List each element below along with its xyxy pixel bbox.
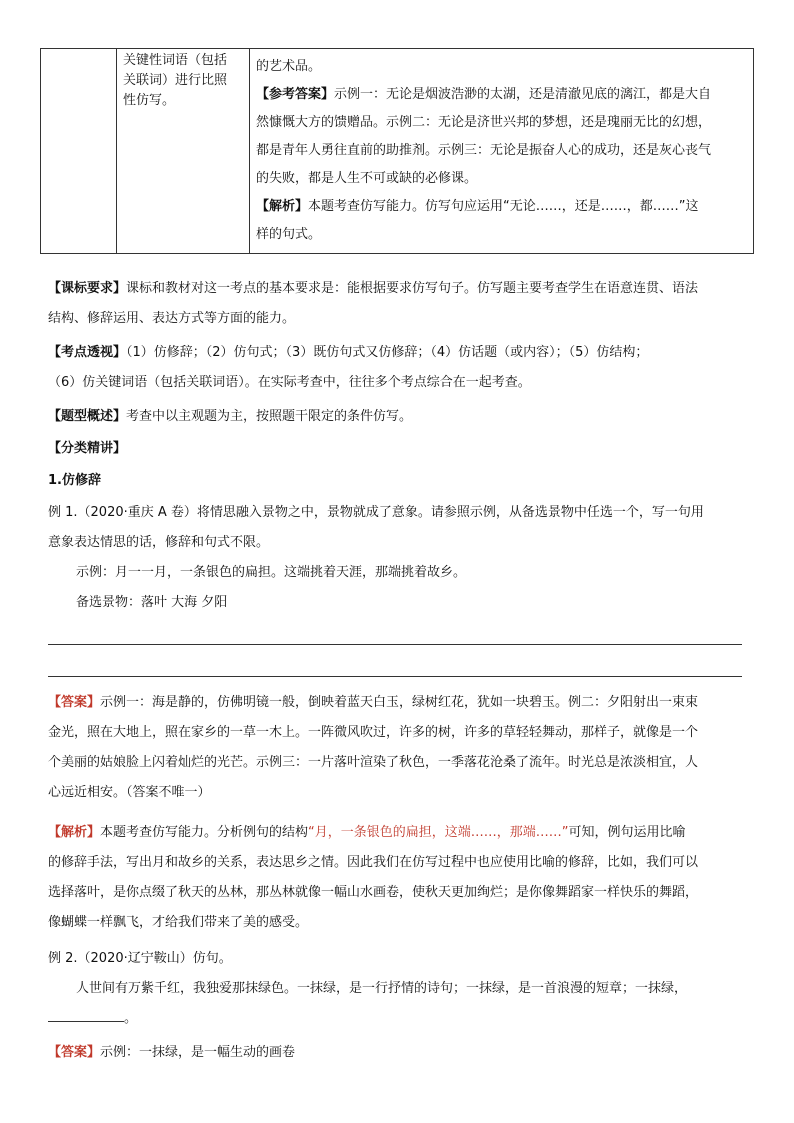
answer-label: 【答案】 — [48, 695, 101, 710]
table-cell-requirement — [117, 49, 250, 254]
kebiao-label: 【课标要求】 — [48, 281, 127, 296]
cell-text-line: 然慷慨大方的馈赠品。示例二：无论是济世兴邦的梦想，还是瑰丽无比的幻想， — [256, 115, 712, 130]
example-1-options: 备选景物：落叶 大海 夕阳 — [76, 595, 228, 610]
fenlei-label: 【分类精讲】 — [48, 441, 127, 456]
quoted-structure: “月，一条银色的扁担，这端……，那端……” — [308, 825, 569, 840]
reference-answer-label: 【参考答案】 — [256, 87, 335, 102]
cell-text-line: 的艺术品。 — [256, 59, 322, 74]
cell-text-line: 关联词）进行比照 — [123, 73, 228, 88]
table-cell-empty — [41, 49, 117, 254]
cell-text-line: 都是青年人勇往直前的助推剂。示例三：无论是振奋人心的成功，还是灰心丧气 — [256, 143, 712, 158]
example-1-sample: 示例：月一一月，一条银色的扁担。这端挑着天涯，那端挑着故乡。 — [76, 565, 467, 580]
analysis-label: 【解析】 — [256, 199, 309, 214]
cell-text-line: 关键性词语（包括 — [123, 53, 228, 68]
cell-text-line: 性仿写。 — [123, 93, 176, 108]
example-2: 例 2.（2020·辽宁鞍山）仿句。 人世间有万紫千红，我独爱那抹绿色。一抹绿，是一行抒情的诗句；一抹绿，是一首浪漫的短章；一抹绿， 。 — [48, 944, 748, 1034]
answer-line — [48, 676, 742, 677]
subsection-title: 1.仿修辞 — [48, 473, 101, 488]
section-kebiao: 【课标要求】课标和教材对这一考点的基本要求是：能根据要求仿写句子。仿写题主要考查学生在语意连贯、语法 结构、修辞运用、表达方式等方面的能力。 — [48, 281, 699, 326]
kaodian-label: 【考点透视】 — [48, 345, 127, 360]
table-row — [41, 49, 754, 254]
cell-text-line: 样的句式。 — [256, 227, 322, 242]
tixing-label: 【题型概述】 — [48, 409, 127, 424]
answer-2: 【答案】示例：一抹绿，是一幅生动的画卷 — [48, 1045, 296, 1060]
cell-text-line: 的失败，都是人生不可或缺的必修课。 — [256, 171, 478, 186]
answer-table — [40, 48, 754, 254]
analysis-1: 【解析】本题考查仿写能力。分析例句的结构“月，一条银色的扁担，这端……，那端……”可知，例句运用比喻 的修辞手法，写出月和故乡的关系，表达思乡之情。因此我们在仿写过程中也应使用比喻的修辞，比如，我们可以 选择落叶，是你点缀了秋天的丛林，那丛林就像一幅山水画卷，使秋天更加绚烂；是你像舞蹈家一样快乐的舞蹈， 像蝴蝶一样飘飞，才给我们带来了美的感受。 — [48, 825, 699, 930]
example-2-title: 例 2.（2020·辽宁鞍山）仿句。 — [48, 951, 232, 966]
section-tixing: 【题型概述】考查中以主观题为主，按照题干限定的条件仿写。 — [48, 409, 413, 424]
answer-label: 【答案】 — [48, 1045, 101, 1060]
cell-text-line: 【参考答案】示例一：无论是烟波浩渺的太湖，还是清澈见底的漓江，都是大自 — [256, 87, 712, 102]
fill-in-blank[interactable] — [48, 1007, 124, 1022]
example-1: 例 1.（2020·重庆 A 卷）将情思融入景物之中，景物就成了意象。请参照示例，从备选景物中任选一个，写一句用 意象表达情思的话，修辞和句式不限。 示例：月一一月，一条银色的扁担。这端挑着天涯，那端挑着故乡。 备选景物：落叶 大海 夕阳 — [48, 498, 748, 618]
example-1-prompt: 例 1.（2020·重庆 A 卷）将情思融入景物之中，景物就成了意象。请参照示例，从备选景物中任选一个，写一句用 — [48, 505, 704, 520]
answer-line — [48, 644, 742, 645]
table-cell-answer — [250, 49, 754, 254]
cell-text-line: 【解析】本题考查仿写能力。仿写句应运用“无论……，还是……，都……”这 — [256, 199, 699, 214]
answer-1: 【答案】示例一：海是静的，仿佛明镜一般，倒映着蓝天白玉，绿树红花，犹如一块碧玉。例二：夕阳射出一束束 金光，照在大地上，照在家乡的一草一木上。一阵微风吹过，许多的树，许多的草轻轻舞动，那样子，就像是一个 个美丽的姑娘脸上闪着灿烂的光芒。示例三：一片落叶渲染了秋色，一季落花沧桑了流年。时光总是浓淡相宜，人 心远近相安。（答案不唯一） — [48, 695, 699, 800]
section-kaodian: 【考点透视】（1）仿修辞；（2）仿句式；（3）既仿句式又仿修辞；（4）仿话题（或内容）；（5）仿结构； （6）仿关键词语（包括关联词语）。在实际考查中，往往多个考点综合在一起考查。 — [48, 345, 649, 390]
analysis-label: 【解析】 — [48, 825, 101, 840]
section-fenlei — [48, 434, 748, 464]
